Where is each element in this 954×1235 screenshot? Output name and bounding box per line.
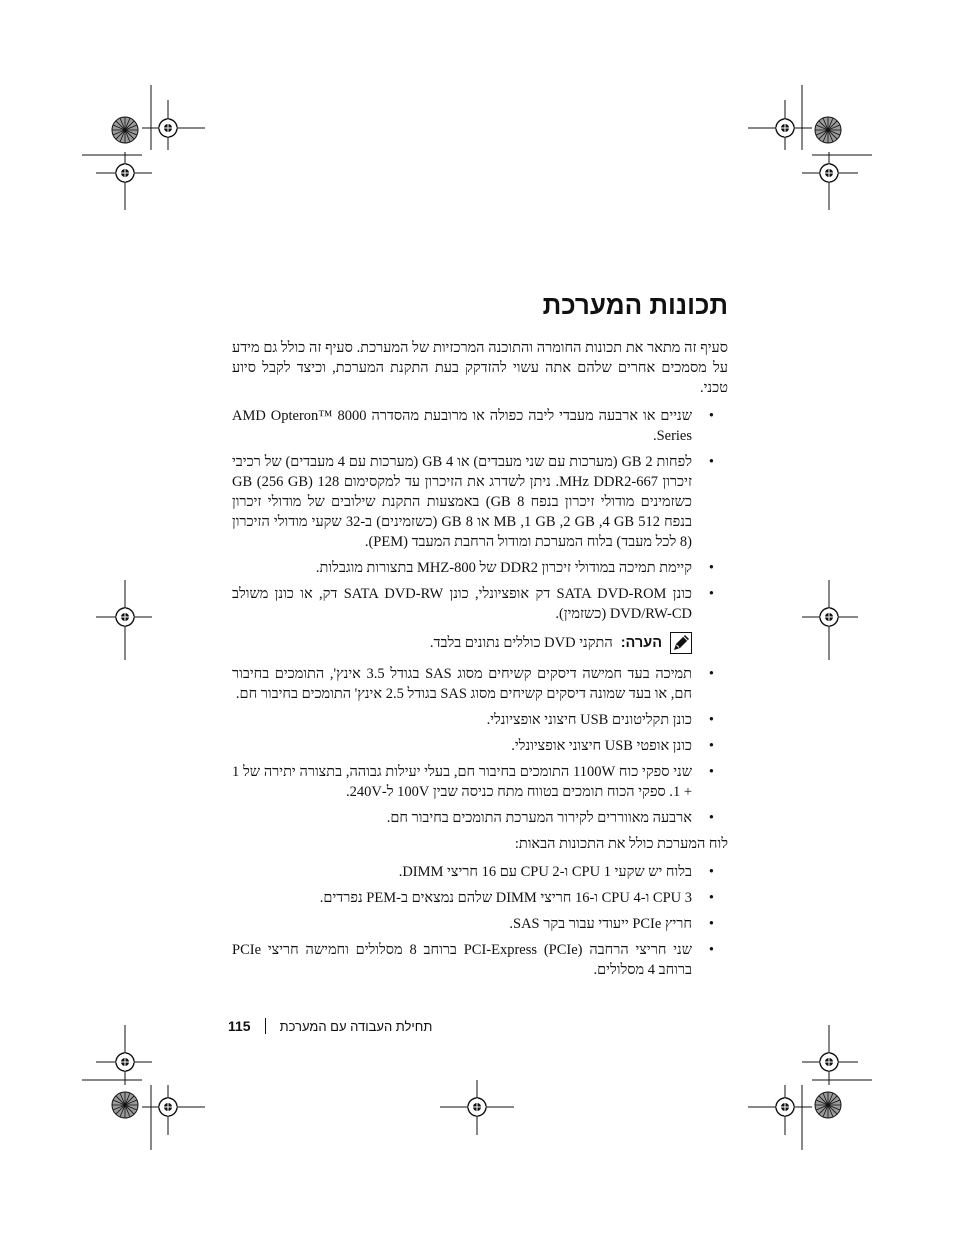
page-number: 115 [228, 1018, 251, 1034]
list-item: • ארבעה מאווררים לקירור המערכת התומכים בחיבור חם. [232, 808, 728, 828]
running-title: תחילת העבודה עם המערכת [279, 1018, 433, 1034]
list-item: • כונן SATA DVD-ROM דק אופציונלי, כונן SATA DVD-RW דק, או כונן משולב DVD/RW-CD (כשזמין). [232, 584, 728, 624]
note-text: התקני DVD כוללים נתונים בלבד. [429, 635, 613, 651]
list-item: • שניים או ארבעה מעבדי ליבה כפולה או מרובעת מהסדרה AMD Opteron™ 8000 Series. [232, 406, 728, 446]
features-list-primary [232, 406, 728, 624]
list-item: • חריץ PCIe ייעודי עבור בקר SAS. [232, 914, 728, 934]
note-label: הערה: [620, 635, 662, 651]
page-title: תכונות המערכת [542, 290, 728, 320]
intro-paragraph: סעיף זה מתאר את תכונות החומרה והתוכנה המרכזיות של המערכת. סעיף זה כולל גם מידע על מסמכים אחרים שלהם אתה עשוי להזדקק בעת התקנת המערכת, וכיצד לקבל סיוע טכני. [232, 340, 728, 396]
list-item: • תמיכה בעד חמישה דיסקים קשיחים מסוג SAS בגודל 3.5 אינץ', התומכים בחיבור חם, או בעד שמונה דיסקים קשיחים מסוג SAS בגודל 2.5 אינץ' התומכים בחיבור חם. [232, 664, 728, 704]
list-item: • שני ספקי כוח 1100W התומכים בחיבור חם, בעלי יעילות גבוהה, בתצורה יתירה של 1 + 1. ספקי הכוח תומכים בטווח מתח כניסה שבין 100V ל-240V. [232, 762, 728, 802]
pencil-note-icon [670, 632, 692, 654]
note-box [232, 632, 728, 654]
list-item: • קיימת תמיכה במודולי זיכרון DDR2 של 800-MHZ בתצורות מוגבלות. [232, 558, 728, 578]
footer-divider [265, 1018, 266, 1034]
list-item: • בלוח יש שקעי CPU 1 ו-CPU 2 עם 16 חריצי DIMM. [232, 862, 728, 882]
list-item: • כונן תקליטונים USB חיצוני אופציונלי. [232, 710, 728, 730]
board-intro: לוח המערכת כולל את התכונות הבאות: [514, 836, 728, 852]
board-features-list [232, 862, 728, 980]
list-item: • לפחות 2 GB (מערכות עם שני מעבדים) או 4 GB (מערכות עם 4 מעבדים) של רכיבי זיכרון 667-MHz DDR2. ניתן לשדרג את הזיכרון עד למקסימום 128 GB (256 GB) כשזמינים מודולי זיכרון בנפח 8 GB) באמצעות התקנת שילובים של מודולי זיכרון בנפח 512 MB ,1 GB ,2 GB ,4 GB או 8 GB (כשזמינים) ב-32 שקעי מודולי הזיכרון (8 לכל מעבד) בלוח המערכת ומודול הרחבת המעבד (PEM). [232, 452, 728, 552]
list-item: • כונן אופטי USB חיצוני אופציונלי. [232, 736, 728, 756]
list-item: • CPU 3 ו-CPU 4 ו-16 חריצי DIMM שלהם נמצאים ב-PEM נפרדים. [232, 888, 728, 908]
list-item: • שני חריצי הרחבה PCI-Express (PCIe) ברוחב 8 מסלולים וחמישה חריצי PCIe ברוחב 4 מסלולים. [232, 940, 728, 980]
features-list-secondary [232, 664, 728, 828]
page-footer [228, 1014, 468, 1038]
main-content [232, 288, 728, 986]
